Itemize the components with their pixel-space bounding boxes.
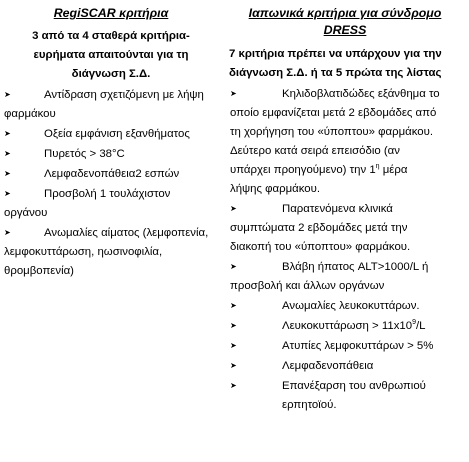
criterion-text: Βλάβη ήπατος ALT>1000/L ή	[282, 261, 429, 273]
criterion-text: Ανωμαλίες λευκοκυττάρων.	[282, 300, 420, 312]
list-item	[223, 257, 467, 296]
japanese-column	[223, 0, 467, 415]
japanese-criteria-list	[223, 84, 467, 415]
criterion-text: Παρατενόμενα κλινικά	[282, 203, 393, 215]
arrow-bullet-icon: ➤	[230, 381, 237, 390]
arrow-bullet-icon: ➤	[230, 321, 237, 330]
criterion-text: Λευκοκυττάρωση > 11x10	[282, 320, 413, 332]
criterion-text: Κηλιδοβλατιδώδες εξάνθημα το	[282, 88, 440, 100]
arrow-bullet-icon: ➤	[230, 361, 237, 370]
criterion-text: Οξεία εμφάνιση εξανθήματος	[44, 128, 190, 140]
criterion-text: θρομβοπενία)	[4, 265, 74, 277]
criterion-text: προσβολή και άλλων οργάνων	[230, 280, 385, 292]
criterion-text: /L	[415, 320, 426, 332]
list-item	[223, 316, 467, 336]
arrow-bullet-icon: ➤	[230, 341, 237, 350]
list-item	[223, 356, 467, 376]
regiscar-subtitle-line: ευρήματα απαιτούνται για τη	[33, 49, 189, 61]
arrow-bullet-icon: ➤	[4, 169, 11, 178]
superscript: 9	[412, 319, 416, 327]
criterion-text: Επανέξαρση του ανθρωπιού	[282, 380, 426, 392]
criterion-text: μέρα	[379, 164, 408, 176]
criterion-text: διακοπή του «ύποπτου» φαρμάκου.	[230, 241, 411, 253]
criterion-text: Ανωμαλίες αίματος (λεμφοπενία,	[44, 227, 209, 239]
list-item	[0, 223, 222, 281]
criterion-text: υπάρχει προηγούμενο) την 1	[230, 164, 376, 176]
regiscar-column	[0, 0, 222, 281]
criterion-text: ερπητοϊού.	[282, 399, 337, 411]
criterion-text: οποίο εμφανίζεται μετά 2 εβδομάδες από	[230, 107, 437, 119]
arrow-bullet-icon: ➤	[4, 149, 11, 158]
criterion-text: λήψης φαρμάκου.	[230, 183, 321, 195]
japanese-subtitle-line: διάγνωση Σ.Δ. ή τα 5 πρώτα της λίστας	[229, 67, 442, 79]
japanese-title: Ιαπωνικά κριτήρια για σύνδρομο	[248, 6, 442, 20]
list-item	[0, 164, 222, 184]
japanese-title-dress: DRESS	[323, 23, 367, 37]
criterion-text: Δεύτερο κατά σειρά επεισόδιο (αν	[230, 145, 400, 157]
superscript: η	[375, 163, 380, 171]
list-item	[223, 376, 467, 415]
regiscar-subtitle	[0, 27, 222, 84]
regiscar-title: RegiSCAR κριτήρια	[53, 6, 169, 20]
criterion-text: φαρμάκου	[4, 108, 56, 120]
regiscar-criteria-list	[0, 85, 222, 281]
criterion-text: Λεμφαδενοπάθεια	[282, 360, 374, 372]
japanese-subtitle-line: 7 κριτήρια πρέπει να υπάρχουν για την	[229, 48, 442, 60]
regiscar-subtitle-line: 3 από τα 4 σταθερά κριτήρια-	[32, 30, 190, 42]
arrow-bullet-icon: ➤	[4, 228, 11, 237]
list-item	[223, 296, 467, 316]
list-item	[0, 184, 222, 223]
criterion-text: Αντίδραση σχετιζόμενη με λήψη	[44, 89, 204, 101]
list-item	[223, 84, 467, 199]
criterion-text: Πυρετός > 38°C	[44, 148, 125, 160]
arrow-bullet-icon: ➤	[230, 204, 237, 213]
criterion-text: τη χορήγηση του «ύποπτου» φαρμάκου.	[230, 126, 434, 138]
list-item	[0, 144, 222, 164]
arrow-bullet-icon: ➤	[230, 262, 237, 271]
arrow-bullet-icon: ➤	[230, 89, 237, 98]
criterion-text: Ατυπίες λεμφοκυττάρων > 5%	[282, 340, 434, 352]
list-item	[0, 124, 222, 144]
criterion-text: λεμφοκυττάρωση, ηωσινοφιλία,	[4, 246, 163, 258]
criterion-text: συμπτώματα 2 εβδομάδες μετά την	[230, 222, 408, 234]
list-item	[223, 336, 467, 356]
japanese-subtitle	[223, 45, 467, 83]
criterion-text: Προσβολή 1 τουλάχιστον	[44, 188, 171, 200]
list-item	[0, 85, 222, 124]
criterion-text: οργάνου	[4, 207, 48, 219]
arrow-bullet-icon: ➤	[4, 129, 11, 138]
arrow-bullet-icon: ➤	[230, 301, 237, 310]
list-item	[223, 199, 467, 257]
arrow-bullet-icon: ➤	[4, 90, 11, 99]
criterion-text: Λεμφαδενοπάθεια2 εσπών	[44, 168, 180, 180]
arrow-bullet-icon: ➤	[4, 189, 11, 198]
regiscar-subtitle-line: διάγνωση Σ.Δ.	[71, 68, 151, 80]
